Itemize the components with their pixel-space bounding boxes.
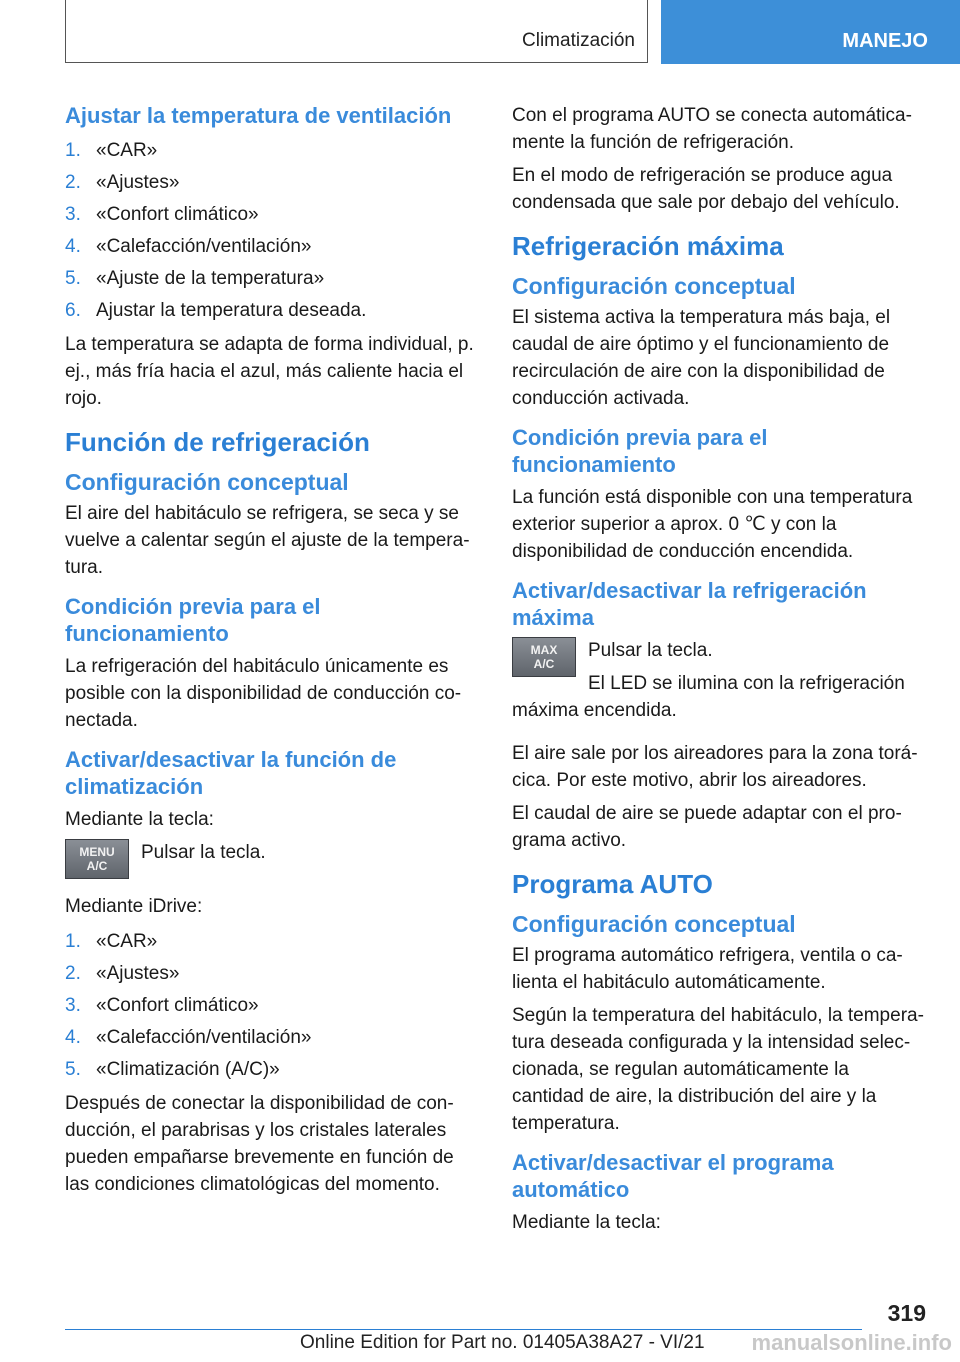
heading-concept: Configuración conceptual [512,273,796,299]
max-ac-key-icon: MAX A/C [512,637,576,677]
heading-concept: Configuración conceptual [512,911,796,937]
paragraph-condition: La función está disponible con una temperatura exterior superior a aprox. 0 ℃ y con la disponibilidad de conducción encendida. [512,487,913,562]
key-instruction [65,839,481,883]
steps-list-adjust [65,135,481,327]
paragraph-auto: Con el programa AUTO se conecta automáticamente la función de refrigeración. [512,105,912,153]
key-instruction [512,637,926,730]
heading-cooling-function: Función de refrigeración [65,427,370,457]
page-header [0,0,960,66]
paragraph-via-idrive: Mediante iDrive: [65,896,203,917]
paragraph-auto-detail: Según la temperatura del habitáculo, la temperatura deseada configurada y la intensidad seleccionada, se regulan automáticamente la cantidad de aire, la distribución del aire y la temperatura. [512,1005,924,1134]
paragraph-cooling-mode: En el modo de refrigeración se produce agua condensada que sale por debajo del vehículo. [512,165,900,213]
paragraph-flow: El caudal de aire se puede adaptar con el programa activo. [512,803,902,851]
list-item: 5. «Climatización (A/C)» [65,1059,280,1080]
paragraph-via-key: Mediante la tecla: [65,809,214,830]
paragraph-led: El LED se ilumina con la refrigeración máxima encendida. [512,673,905,721]
list-item: 2. «Ajustes» [65,172,180,193]
heading-condition: Condición previa para el funcionamiento [65,594,321,646]
paragraph-condition: La refrigeración del habitáculo únicamente es posible con la disponibilidad de conducción conectada. [65,656,462,731]
paragraph-adapt: La temperatura se adapta de forma individual, p. ej., más fría hacia el azul, más caliente hacia el rojo. [65,334,474,409]
footer-divider [65,1329,862,1330]
edition-text: Online Edition for Part no. 01405A38A27 - VI/21 [300,1332,705,1353]
list-item: 5. «Ajuste de la temperatura» [65,268,325,289]
heading-activate-max-cooling: Activar/desactivar la refrigeración máxima [512,578,867,630]
paragraph-concept: El sistema activa la temperatura más baja, el caudal de aire óptimo y el funcionamiento de recirculación de aire con la disponibilidad de conducción activada. [512,307,891,409]
paragraph-concept: El aire del habitáculo se refrigera, se seca y se vuelve a calentar según el ajuste de la temperatura. [65,503,470,578]
list-item: 3. «Confort climático» [65,995,259,1016]
heading-adjust-temperature: Ajustar la temperatura de ventilación [65,103,452,128]
right-column [512,102,926,1242]
heading-condition: Condición previa para el funcionamiento [512,425,768,477]
heading-activate-climate: Activar/desactivar la función de climatización [65,747,397,799]
section-title-box [65,0,648,63]
list-item: 1. «CAR» [65,931,158,952]
paragraph-press-key: Pulsar la tecla. [141,842,266,863]
left-column [65,102,481,1204]
menu-ac-key-icon: MENU A/C [65,839,129,879]
chapter-tab: MANEJO [661,0,960,64]
list-item: 4. «Calefacción/ventilación» [65,236,312,257]
page-number: 319 [887,1300,926,1326]
section-title: Climatización [522,30,635,51]
heading-max-cooling: Refrigeración máxima [512,231,784,261]
heading-activate-auto: Activar/desactivar el programa automático [512,1150,834,1202]
watermark: manualsonline.info [751,1330,952,1355]
paragraph-press-key: Pulsar la tecla. [588,640,713,661]
list-item: 2. «Ajustes» [65,963,180,984]
list-item: 4. «Calefacción/ventilación» [65,1027,312,1048]
list-item: 3. «Confort climático» [65,204,259,225]
paragraph-auto-concept: El programa automático refrigera, ventila o calienta el habitáculo automáticamente. [512,945,903,993]
paragraph-via-key: Mediante la tecla: [512,1212,661,1233]
list-item: 1. «CAR» [65,140,158,161]
paragraph-air: El aire sale por los aireadores para la zona torácica. Por este motivo, abrir los aireadores. [512,743,918,791]
steps-list-idrive [65,926,481,1086]
heading-auto-program: Programa AUTO [512,869,713,899]
list-item: 6. Ajustar la temperatura deseada. [65,300,367,321]
paragraph-after: Después de conectar la disponibilidad de conducción, el parabrisas y los cristales laterales pueden empañarse brevemente en función de las condiciones climatológicas del momento. [65,1093,454,1195]
heading-concept: Configuración conceptual [65,469,349,495]
